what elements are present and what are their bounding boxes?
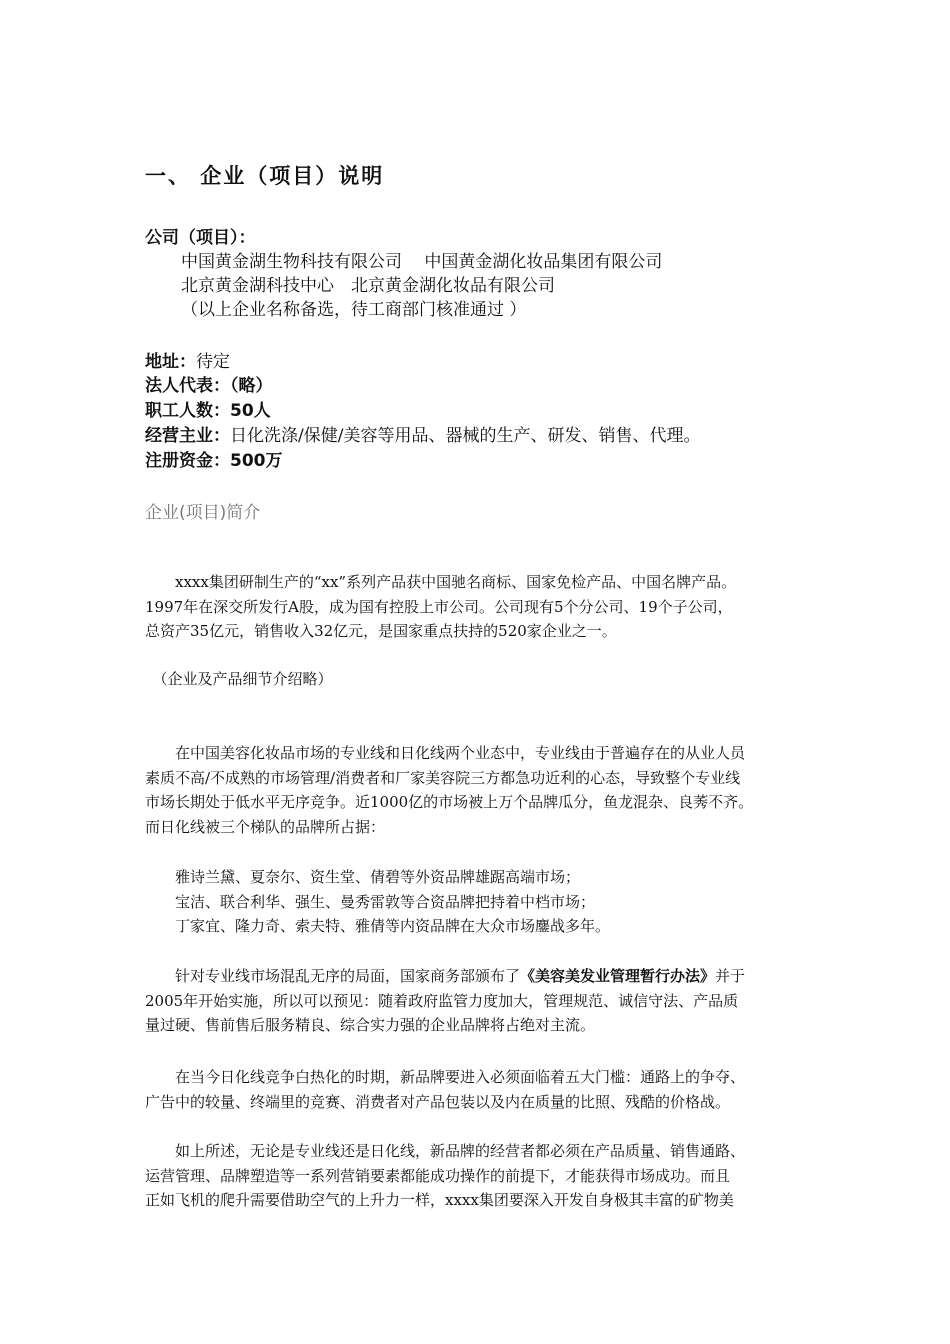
paragraph-line: 在中国美容化妆品市场的专业线和日化线两个业态中，专业线由于普遍存在的从业人员 xyxy=(145,744,746,762)
company-label: 公司（项目）： xyxy=(145,228,256,248)
legal-representative: 法人代表：（略） xyxy=(145,376,273,396)
business-label: 经营主业： xyxy=(145,426,230,446)
paragraph-3 xyxy=(145,741,825,839)
paragraph-line: 而日化线被三个梯队的品牌所占据： xyxy=(145,817,386,836)
paragraph-line: 雅诗兰黛、夏奈尔、资生堂、倩碧等外资品牌雄踞高端市场； xyxy=(145,868,581,886)
paragraph-line: 量过硬、售前售后服务精良、综合实力强的企业品牌将占绝对主流。 xyxy=(145,1016,596,1034)
address-value: 待定 xyxy=(196,352,230,372)
paragraph-line: 广告中的较量、终端里的竞赛、消费者对产品包装以及内在质量的比照、残酷的价格战。 xyxy=(145,1092,731,1111)
paragraph-2 xyxy=(145,667,825,692)
paragraph-7 xyxy=(145,1139,825,1213)
paragraph-line: 市场长期处于低水平无序竞争。近1000亿的市场被上万个品牌瓜分，鱼龙混杂、良莠不齐。 xyxy=(145,793,754,811)
address-row xyxy=(145,350,230,374)
paragraph-line: 2005年开始实施，所以可以预见：随着政府监管力度加大，管理规范、诚信守法、产品质 xyxy=(145,991,739,1010)
paragraph-text: 并于 xyxy=(715,967,746,985)
address-label: 地址： xyxy=(145,352,196,372)
paragraph-line: xxxx集团研制生产的“xx”系列产品获中国驰名商标、国家免检产品、中国名牌产品。 xyxy=(145,573,737,591)
paragraph-line: （企业及产品细节介绍略） xyxy=(145,670,333,688)
registered-capital: 注册资金：500万 xyxy=(145,451,283,471)
business-row xyxy=(145,424,700,448)
paragraph-6 xyxy=(145,1065,825,1114)
paragraph-line xyxy=(145,964,825,989)
paragraph-1 xyxy=(145,570,825,644)
company-names-note: （以上企业名称备选，待工商部门核准通过 ） xyxy=(181,300,527,320)
paragraph-line: 总资产35亿元，销售收入32亿元，是国家重点扶持的520家企业之一。 xyxy=(145,622,617,640)
paragraph-line: 在当今日化线竞争白热化的时期，新品牌要进入必须面临着五大门槛：通路上的争夺、 xyxy=(145,1068,746,1086)
staff-count: 职工人数：50人 xyxy=(145,401,271,421)
paragraph-4 xyxy=(145,865,825,939)
paragraph-line: 宝洁、联合利华、强生、曼秀雷敦等合资品牌把持着中档市场； xyxy=(145,892,596,911)
regulation-title: 《美容美发业管理暂行办法》 xyxy=(520,967,716,985)
paragraph-text: 针对专业线市场混乱无序的局面，国家商务部颁布了 xyxy=(145,967,521,985)
paragraph-line: 1997年在深交所发行A股，成为国有控股上市公司。公司现有5个分公司、19个子公司， xyxy=(145,597,733,616)
company-names-line-2: 北京黄金湖科技中心 北京黄金湖化妆品有限公司 xyxy=(181,276,555,296)
paragraph-line: 素质不高/不成熟的市场管理/消费者和厂家美容院三方都急功近利的心态，导致整个专业线 xyxy=(145,768,741,787)
paragraph-line: 正如飞机的爬升需要借助空气的上升力一样，xxxx集团要深入开发自身极其丰富的矿物美 xyxy=(145,1191,734,1209)
paragraph-line: 丁家宜、隆力奇、索夫特、雅倩等内资品牌在大众市场鏖战多年。 xyxy=(145,917,611,935)
paragraph-line: 运营管理、品牌塑造等一系列营销要素都能成功操作的前提下，才能获得市场成功。而且 xyxy=(145,1166,731,1185)
business-value: 日化洗涤/保健/美容等用品、器械的生产、研发、销售、代理。 xyxy=(230,426,701,446)
intro-heading: 企业(项目)简介 xyxy=(145,503,261,523)
company-names-line-1: 中国黄金湖生物科技有限公司 中国黄金湖化妆品集团有限公司 xyxy=(181,252,663,272)
paragraph-5 xyxy=(145,964,825,1038)
paragraph-line: 如上所述，无论是专业线还是日化线，新品牌的经营者都必须在产品质量、销售通路、 xyxy=(145,1142,746,1160)
section-heading: 一、 企业（项目）说明 xyxy=(145,164,385,188)
